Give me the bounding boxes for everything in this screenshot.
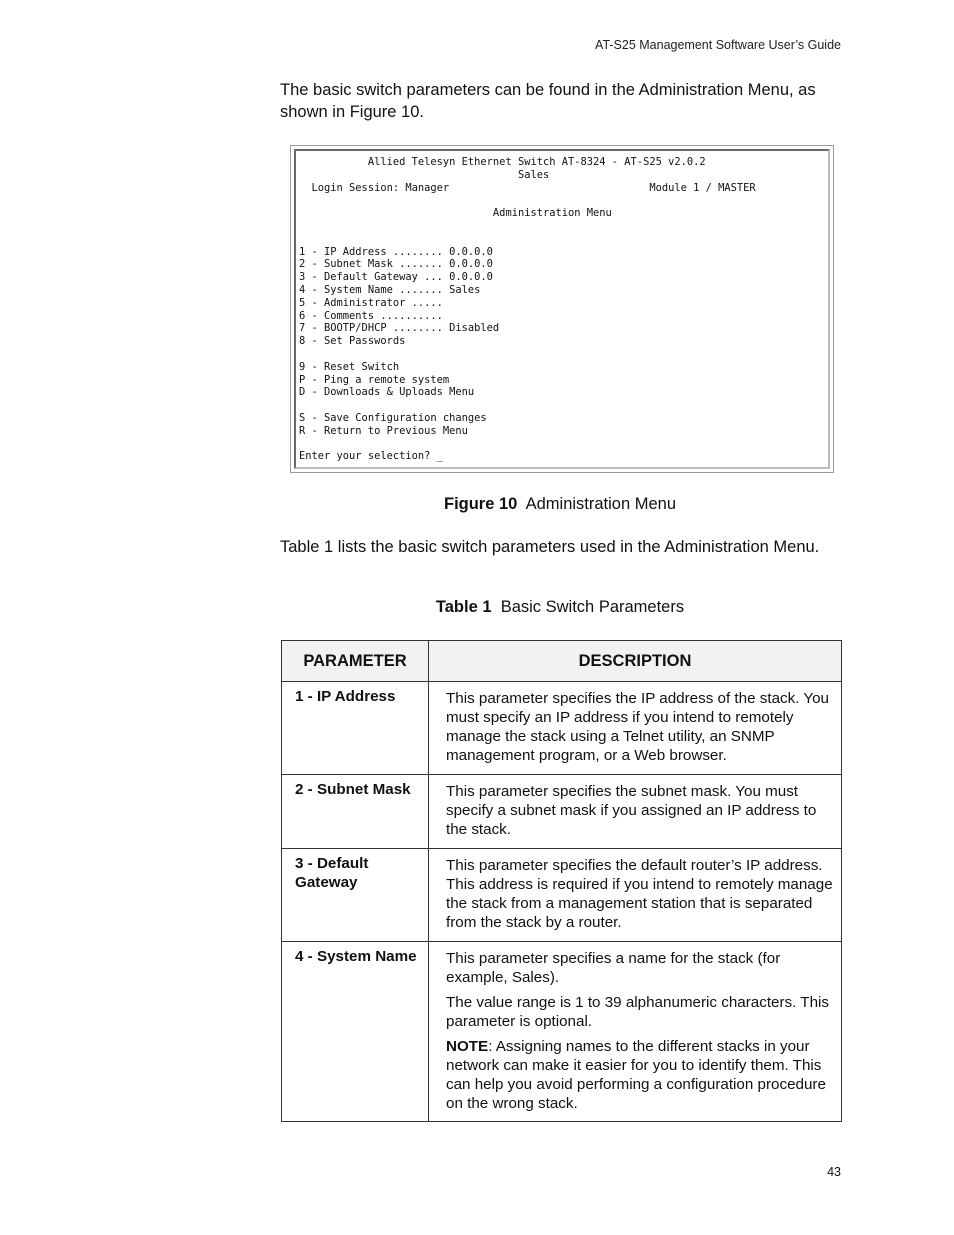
- description-text: The value range is 1 to 39 alphanumeric characters. This parameter is optional.: [446, 994, 829, 1030]
- param-name: 4 - System Name: [282, 942, 429, 1122]
- page-number: 43: [827, 1165, 841, 1179]
- description-text: This parameter specifies the IP address of the stack. You must specify an IP address if you intend to remotely manage the stack using a Telnet utility, an SNMP management program, or a Web browser.: [446, 690, 829, 764]
- terminal-text: Allied Telesyn Ethernet Switch AT-8324 - AT-S25 v2.0.2 Sales Login Session: Manager Module 1 / MASTER Administration Menu 1 - IP Address ........ 0.0.0.0 2 - Subnet Mask ....... 0.0.0.0 3 - Default Gateway ... 0.0.0.0 4 - System Name ....... Sales 5 - Administrator ..... 6 - Comments .......... 7 - BOOTP/DHCP ........ Disabled 8 - Set Passwords 9 - Reset Switch P - Ping a remote system D - Downloads & Uploads Menu S - Save Configuration changes R - Return to Previous Menu Enter your selection? _: [299, 156, 756, 463]
- figure-caption: [280, 495, 840, 514]
- param-description: [429, 942, 842, 1122]
- parameters-table: [281, 640, 842, 1122]
- description-text: This parameter specifies a name for the stack (for example, Sales).: [446, 950, 781, 986]
- param-description: [429, 682, 842, 775]
- figure-label: Figure 10: [443, 495, 518, 513]
- table-row: [282, 775, 842, 849]
- table-intro-paragraph: Table 1 lists the basic switch parameters used in the Administration Menu.: [280, 538, 820, 556]
- table-title: Basic Switch Parameters: [500, 598, 685, 616]
- terminal-window: [294, 149, 830, 469]
- table-label: Table 1: [435, 598, 492, 616]
- table-row: [282, 849, 842, 942]
- note-label: NOTE: [446, 1038, 489, 1055]
- description-text: This parameter specifies the subnet mask. You must specify a subnet mask if you assigned an IP address to the stack.: [446, 783, 817, 838]
- header-parameter: PARAMETER: [282, 641, 429, 682]
- param-name: 1 - IP Address: [282, 682, 429, 775]
- param-name: 2 - Subnet Mask: [282, 775, 429, 849]
- table-header-row: [282, 641, 842, 682]
- table-row: [282, 942, 842, 1122]
- table-row: [282, 682, 842, 775]
- intro-paragraph: The basic switch parameters can be found in the Administration Menu, as shown in Figure 10.: [280, 81, 816, 121]
- param-description: [429, 849, 842, 942]
- administration-menu-screenshot: [290, 145, 834, 473]
- header-description: DESCRIPTION: [429, 641, 842, 682]
- note-text: : Assigning names to the different stacks in your network can make it easier for you to identify them. This can help you avoid performing a configuration procedure on the wrong stack.: [446, 1038, 826, 1112]
- running-header: AT-S25 Management Software User’s Guide: [595, 38, 841, 52]
- table-caption: [280, 598, 840, 617]
- figure-title: Administration Menu: [525, 495, 677, 513]
- description-text: This parameter specifies the default router’s IP address. This address is required if you intend to remotely manage the stack from a management station that is separated from the stack by a router.: [446, 857, 833, 931]
- note-paragraph: [446, 1037, 837, 1113]
- param-description: [429, 775, 842, 849]
- param-name: 3 - Default Gateway: [282, 849, 429, 942]
